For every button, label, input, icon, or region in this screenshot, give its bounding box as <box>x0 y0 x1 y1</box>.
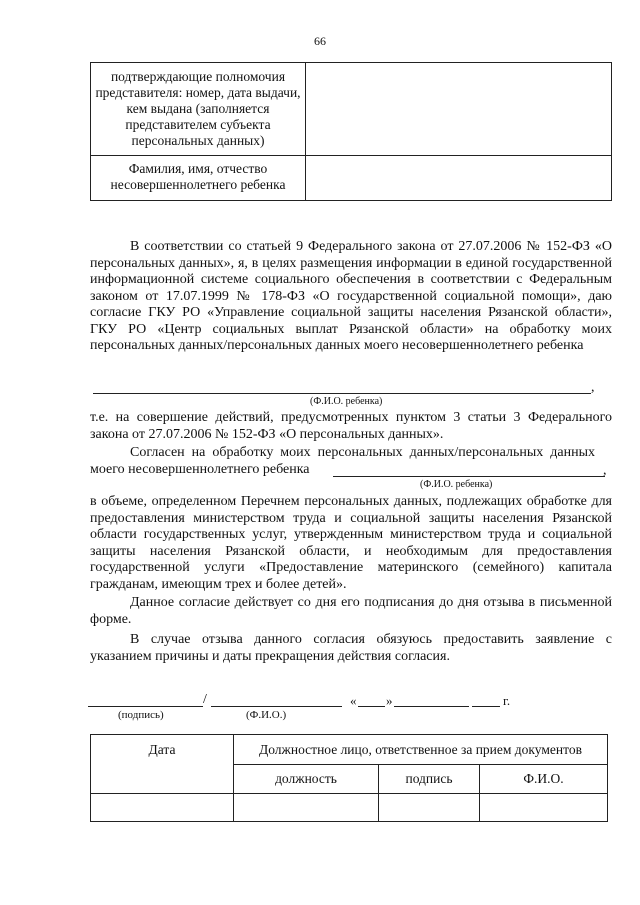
date-cell[interactable] <box>91 794 234 822</box>
day-line[interactable] <box>358 706 385 707</box>
representative-doc-value[interactable] <box>306 63 612 156</box>
signature-line[interactable] <box>88 706 203 707</box>
consent-paragraph-5: Данное согласие действует со дня его подписания до дня отзыва в письменной форме. <box>90 595 612 627</box>
fio-header: Ф.И.О. <box>480 765 608 794</box>
consent-paragraph-4: в объеме, определенном Перечнем персональных данных, подлежащих обработке для предоставления министерством труда и социальной защиты населения Рязанской области государственных услуг, утвержденным министерством труда и социальной защиты населения Рязанской области, и необходимым для предоставления государственной услуги «Предоставление материнского (семейного) капитала гражданам, имеющим трех и более детей». <box>90 494 612 592</box>
child-name-value[interactable] <box>306 156 612 201</box>
child-name-caption-1: (Ф.И.О. ребенка) <box>310 396 383 407</box>
consent-paragraph-3: Согласен на обработку моих персональных данных/персональных данных моего несовершеннолетнего ребенка <box>90 445 595 477</box>
fio-cell[interactable] <box>480 794 608 822</box>
quote-open: « <box>350 693 357 708</box>
table-row <box>91 794 608 822</box>
date-header: Дата <box>91 735 234 794</box>
fio-caption: (Ф.И.О.) <box>246 709 287 721</box>
fio-line[interactable] <box>211 706 342 707</box>
acceptance-table <box>90 734 608 822</box>
consent-paragraph-1: В соответствии со статьей 9 Федерального закона от 27.07.2006 № 152-ФЗ «О персональных данных», я, в целях размещения информации в единой государственной информационной системе социального обеспечения в соответствии с Федеральным законом от 17.07.1999 № 178-ФЗ «О государственной социальной помощи», даю согласие ГКУ РО «Управление социальной защиты населения Рязанской области», ГКУ РО «Центр социальных выплат Рязанской области» на обработку моих персональных данных/персональных данных моего несовершеннолетнего ребенка <box>90 239 612 353</box>
child-name-label: Фамилия, имя, отчество несовершеннолетнего ребенка <box>91 156 306 201</box>
position-header: должность <box>234 765 379 794</box>
child-name-caption-2: (Ф.И.О. ребенка) <box>420 479 493 490</box>
child-name-line-2[interactable] <box>333 476 605 477</box>
year-line[interactable] <box>472 706 500 707</box>
quote-close: » <box>386 693 393 708</box>
table-row <box>91 735 608 765</box>
table-row <box>91 63 612 156</box>
position-cell[interactable] <box>234 794 379 822</box>
page-number: 66 <box>314 34 326 48</box>
month-line[interactable] <box>394 706 469 707</box>
consent-paragraph-6: В случае отзыва данного согласия обязуюсь предоставить заявление с указанием причины и даты прекращения действия согласия. <box>90 632 612 664</box>
representative-table <box>90 62 612 201</box>
child-name-line-1[interactable] <box>93 393 591 394</box>
sign-header: подпись <box>379 765 480 794</box>
table-row <box>91 156 612 201</box>
signature-slash: / <box>203 692 207 707</box>
sign-cell[interactable] <box>379 794 480 822</box>
signature-caption: (подпись) <box>118 709 164 721</box>
consent-paragraph-2: т.е. на совершение действий, предусмотренных пунктом 3 статьи 3 Федерального закона от 27.07.2006 № 152-ФЗ «О персональных данных». <box>90 410 612 442</box>
official-header: Должностное лицо, ответственное за прием документов <box>234 735 608 765</box>
representative-doc-label: подтверждающие полномочия представителя: номер, дата выдачи, кем выдана (заполняется представителем субъекта персональных данных) <box>91 63 306 156</box>
year-suffix: г. <box>503 693 511 708</box>
